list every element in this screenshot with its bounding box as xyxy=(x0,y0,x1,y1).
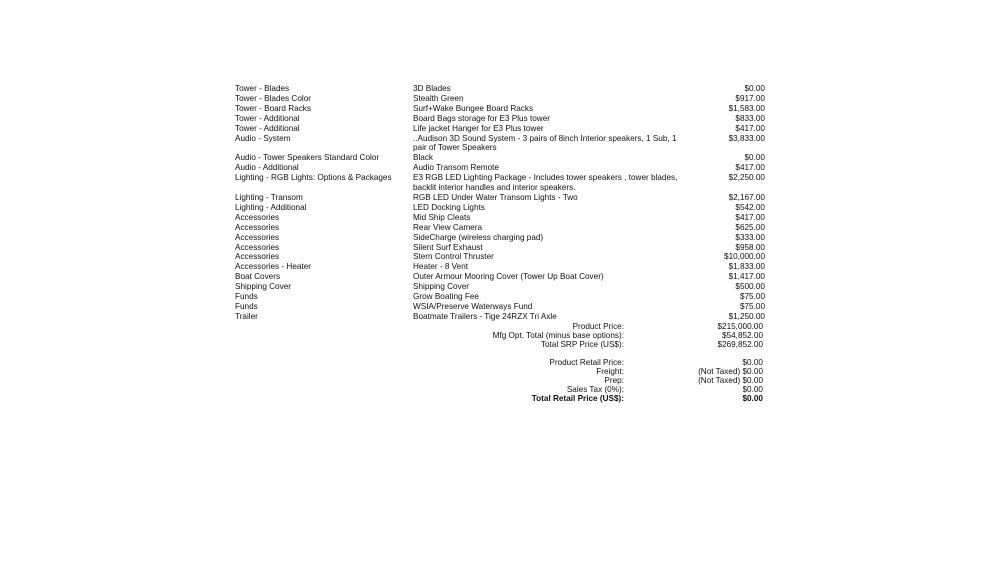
option-price: $10,000.00 xyxy=(724,252,765,262)
option-price: $417.00 xyxy=(735,212,765,222)
retail-block xyxy=(380,358,765,403)
option-row xyxy=(235,243,765,253)
option-category: Accessories xyxy=(235,232,280,242)
total-srp-value: $269,852.00 xyxy=(717,340,763,350)
option-category: Accessories xyxy=(235,242,280,252)
option-price: $2,250.00 xyxy=(728,173,765,183)
option-description: Stern Control Thruster xyxy=(413,252,494,262)
option-description: Silent Surf Exhaust xyxy=(413,242,483,252)
option-price: $333.00 xyxy=(735,232,765,242)
option-category: Funds xyxy=(235,301,258,311)
option-description: Outer Armour Mooring Cover (Tower Up Boat Cover) xyxy=(413,272,604,282)
sales-tax-row xyxy=(380,385,765,394)
option-price: $2,167.00 xyxy=(728,192,765,202)
option-price: $1,417.00 xyxy=(728,272,765,282)
option-row xyxy=(235,203,765,213)
option-row xyxy=(235,302,765,312)
option-category: Accessories - Heater xyxy=(235,262,311,272)
product-retail-value: $0.00 xyxy=(742,358,763,367)
total-srp-row xyxy=(380,340,765,349)
option-row xyxy=(235,193,765,203)
option-price: $417.00 xyxy=(735,163,765,173)
option-price: $500.00 xyxy=(735,282,765,292)
option-description: SideCharge (wireless charging pad) xyxy=(413,232,544,242)
option-description: ..Audison 3D Sound System - 3 pairs of 8inch Interior speakers, 1 Sub, 1 pair of Tower Speakers xyxy=(413,133,677,153)
prep-value: (Not Taxed) $0.00 xyxy=(698,376,763,386)
option-category: Tower - Blades Color xyxy=(235,93,311,103)
option-row xyxy=(235,213,765,223)
option-description: Rear View Camera xyxy=(413,222,483,232)
total-retail-row xyxy=(380,394,765,403)
option-row xyxy=(235,282,765,292)
subtotals-block xyxy=(380,322,765,349)
option-category: Accessories xyxy=(235,222,280,232)
option-row xyxy=(235,153,765,163)
mfg-opt-total-row xyxy=(380,331,765,340)
freight-value: (Not Taxed) $0.00 xyxy=(698,367,763,377)
mfg-opt-total-value: $54,852.00 xyxy=(722,331,763,341)
option-price: $3,833.00 xyxy=(728,133,765,143)
option-category: Lighting - Transom xyxy=(235,192,303,202)
option-category: Shipping Cover xyxy=(235,282,291,292)
option-category: Trailer xyxy=(235,311,258,321)
option-category: Tower - Additional xyxy=(235,113,300,123)
option-row xyxy=(235,292,765,302)
option-row xyxy=(235,104,765,114)
product-retail-label: Product Retail Price: xyxy=(549,358,624,367)
option-row xyxy=(235,114,765,124)
option-row xyxy=(235,163,765,173)
option-price: $833.00 xyxy=(735,113,765,123)
option-price: $75.00 xyxy=(739,292,765,302)
option-category: Audio - Additional xyxy=(235,163,299,173)
option-description: Audio Transom Remote xyxy=(413,163,500,173)
option-category: Accessories xyxy=(235,212,280,222)
option-price: $1,250.00 xyxy=(728,311,765,321)
option-price: $75.00 xyxy=(739,301,765,311)
option-category: Lighting - RGB Lights: Options & Packages xyxy=(235,173,392,183)
total-retail-label: Total Retail Price (US$): xyxy=(531,394,624,404)
option-category: Boat Covers xyxy=(235,272,281,282)
option-price: $417.00 xyxy=(735,123,765,133)
sales-tax-value: $0.00 xyxy=(742,385,763,395)
option-category: Audio - Tower Speakers Standard Color xyxy=(235,153,380,163)
option-description: Surf+Wake Bungee Board Racks xyxy=(413,103,534,113)
option-description: WSIA/Preserve Waterways Fund xyxy=(413,301,533,311)
option-price: $0.00 xyxy=(744,153,765,163)
freight-label: Freight: xyxy=(596,367,624,377)
option-description: Grow Boating Fee xyxy=(413,292,479,302)
option-price: $542.00 xyxy=(735,202,765,212)
option-price: $1,833.00 xyxy=(728,262,765,272)
option-row xyxy=(235,272,765,282)
option-row xyxy=(235,94,765,104)
product-price-label: Product Price: xyxy=(572,322,624,331)
option-price: $917.00 xyxy=(735,93,765,103)
option-row xyxy=(235,134,765,154)
options-list xyxy=(235,84,765,322)
option-category: Tower - Blades xyxy=(235,84,290,93)
option-row xyxy=(235,223,765,233)
option-price: $958.00 xyxy=(735,242,765,252)
option-category: Tower - Board Racks xyxy=(235,103,311,113)
option-row xyxy=(235,233,765,243)
option-description: Board Bags storage for E3 Plus tower xyxy=(413,113,550,123)
total-srp-label: Total SRP Price (US$): xyxy=(540,340,624,350)
option-row xyxy=(235,173,765,193)
option-price: $0.00 xyxy=(744,84,765,93)
option-description: Heater - 8 Vent xyxy=(413,262,469,272)
option-price: $1,583.00 xyxy=(728,103,765,113)
option-description: LED Docking Lights xyxy=(413,202,485,212)
option-price: $625.00 xyxy=(735,222,765,232)
option-category: Accessories xyxy=(235,252,280,262)
mfg-opt-total-label: Mfg Opt. Total (minus base options): xyxy=(492,331,624,341)
prep-row xyxy=(380,376,765,385)
option-row xyxy=(235,84,765,94)
option-description: Black xyxy=(413,153,434,163)
product-price-row xyxy=(380,322,765,331)
total-retail-value: $0.00 xyxy=(742,394,763,404)
option-row xyxy=(235,252,765,262)
prep-label: Prep: xyxy=(604,376,624,386)
option-category: Funds xyxy=(235,292,258,302)
option-description: Mid Ship Cleats xyxy=(413,212,471,222)
option-category: Audio - System xyxy=(235,133,291,143)
product-price-value: $215,000.00 xyxy=(717,322,763,331)
option-row xyxy=(235,262,765,272)
sales-tax-label: Sales Tax (0%): xyxy=(566,385,624,395)
option-category: Lighting - Additional xyxy=(235,202,307,212)
freight-row xyxy=(380,367,765,376)
option-description: RGB LED Under Water Transom Lights - Two xyxy=(413,192,578,202)
product-retail-row xyxy=(380,358,765,367)
option-description: 3D Blades xyxy=(413,84,451,93)
option-description: Shipping Cover xyxy=(413,282,469,292)
option-description: E3 RGB LED Lighting Package - Includes tower speakers , tower blades, backlit interior handles and interior speakers. xyxy=(413,173,678,193)
option-description: Stealth Green xyxy=(413,93,464,103)
option-description: Boatmate Trailers - Tige 24RZX Tri Axle xyxy=(413,311,557,321)
option-description: Life jacket Hanger for E3 Plus tower xyxy=(413,123,544,133)
option-row xyxy=(235,312,765,322)
option-category: Tower - Additional xyxy=(235,123,300,133)
option-row xyxy=(235,124,765,134)
